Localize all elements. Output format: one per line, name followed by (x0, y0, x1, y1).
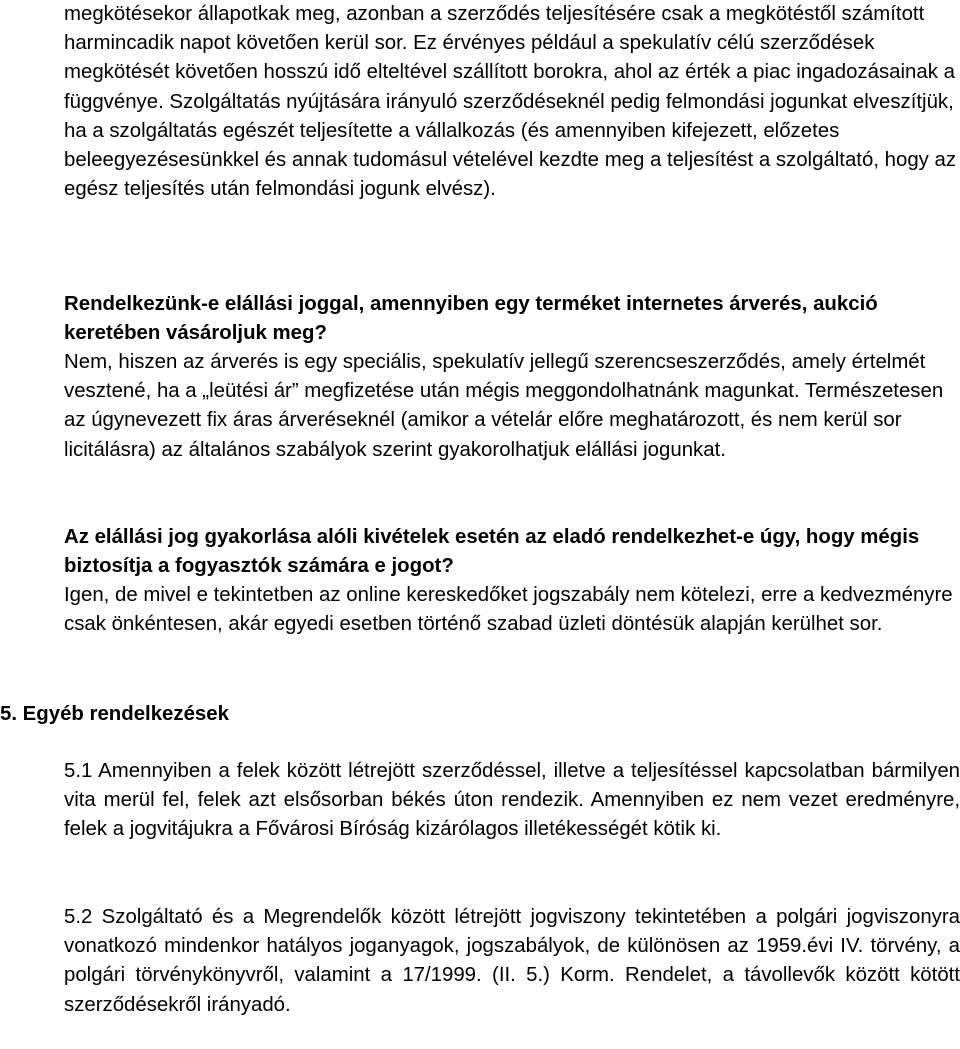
question-exceptions-heading: Az elállási jog gyakorlása alóli kivételek esetén az eladó rendelkezhet-e úgy, hogy mégis biztosítja a fogyasztók számára e jogot? (64, 526, 920, 578)
question-auction-heading: Rendelkezünk-e elállási joggal, amennyiben egy terméket internetes árverés, aukció keretében vásároljuk meg? (64, 293, 878, 345)
answer-auction-paragraph: Nem, hiszen az árverés is egy speciális, spekulatív jellegű szerencseszerződés, amely értelmét vesztené, ha a „leütési ár” megfizetése után mégis meggondolhatnánk magunkat. Természetesen az úgynevezett fix áras árveréseknél (amikor a vételár előre meghatározott, és nem kerül sor licitálásra) az általános szabályok szerint gyakorolhatjuk elállási jogunkat. (64, 351, 944, 461)
clause-5-2: 5.2 Szolgáltató és a Megrendelők között létrejött jogviszony tekintetében a polgári jogviszonyra vonatkozó mindenkor hatályos joganyagok, jogszabályok, de különösen az 1959.évi IV. törvény, a polgári törvénykönyvről, valamint a 17/1999. (II. 5.) Korm. Rendelet, a távollevők között kötött szerződésekről irányadó. (64, 906, 960, 1016)
paragraph-withdrawal-limits: megkötésekor állapotkak meg, azonban a szerződés teljesítésére csak a megkötéstől számított harmincadik napot követően kerül sor. Ez érvényes például a spekulatív célú szerződések megkötését követően hosszú idő elteltével szállított borokra, ahol az érték a piac ingadozásainak a függvénye. Szolgáltatás nyújtására irányuló szerződéseknél pedig felmondási jogunkat elveszítjük, ha a szolgáltatás egészét teljesítette a vállalkozás (és amennyiben kifejezett, előzetes beleegyezésesünkkel és annak tudomásul vételével kezdte meg a teljesítést a szolgáltató, hogy az egész teljesítés után felmondási jogunk elvész). (64, 3, 957, 201)
clause-5-1: 5.1 Amennyiben a felek között létrejött szerződéssel, illetve a teljesítéssel kapcsolatban bármilyen vita merül fel, felek azt elsősorban békés úton rendezik. Amennyiben ez nem vezet eredményre, felek a jogvitájukra a Fővárosi Bíróság kizárólagos illetékességét kötik ki. (64, 760, 960, 841)
section-5-title: 5. Egyéb rendelkezések (0, 703, 229, 725)
answer-exceptions-paragraph: Igen, de mivel e tekintetben az online kereskedőket jogszabály nem kötelezi, erre a kedvezményre csak önkéntesen, akár egyedi esetben történő szabad üzleti döntésük alapján kerülhet sor. (64, 584, 953, 636)
